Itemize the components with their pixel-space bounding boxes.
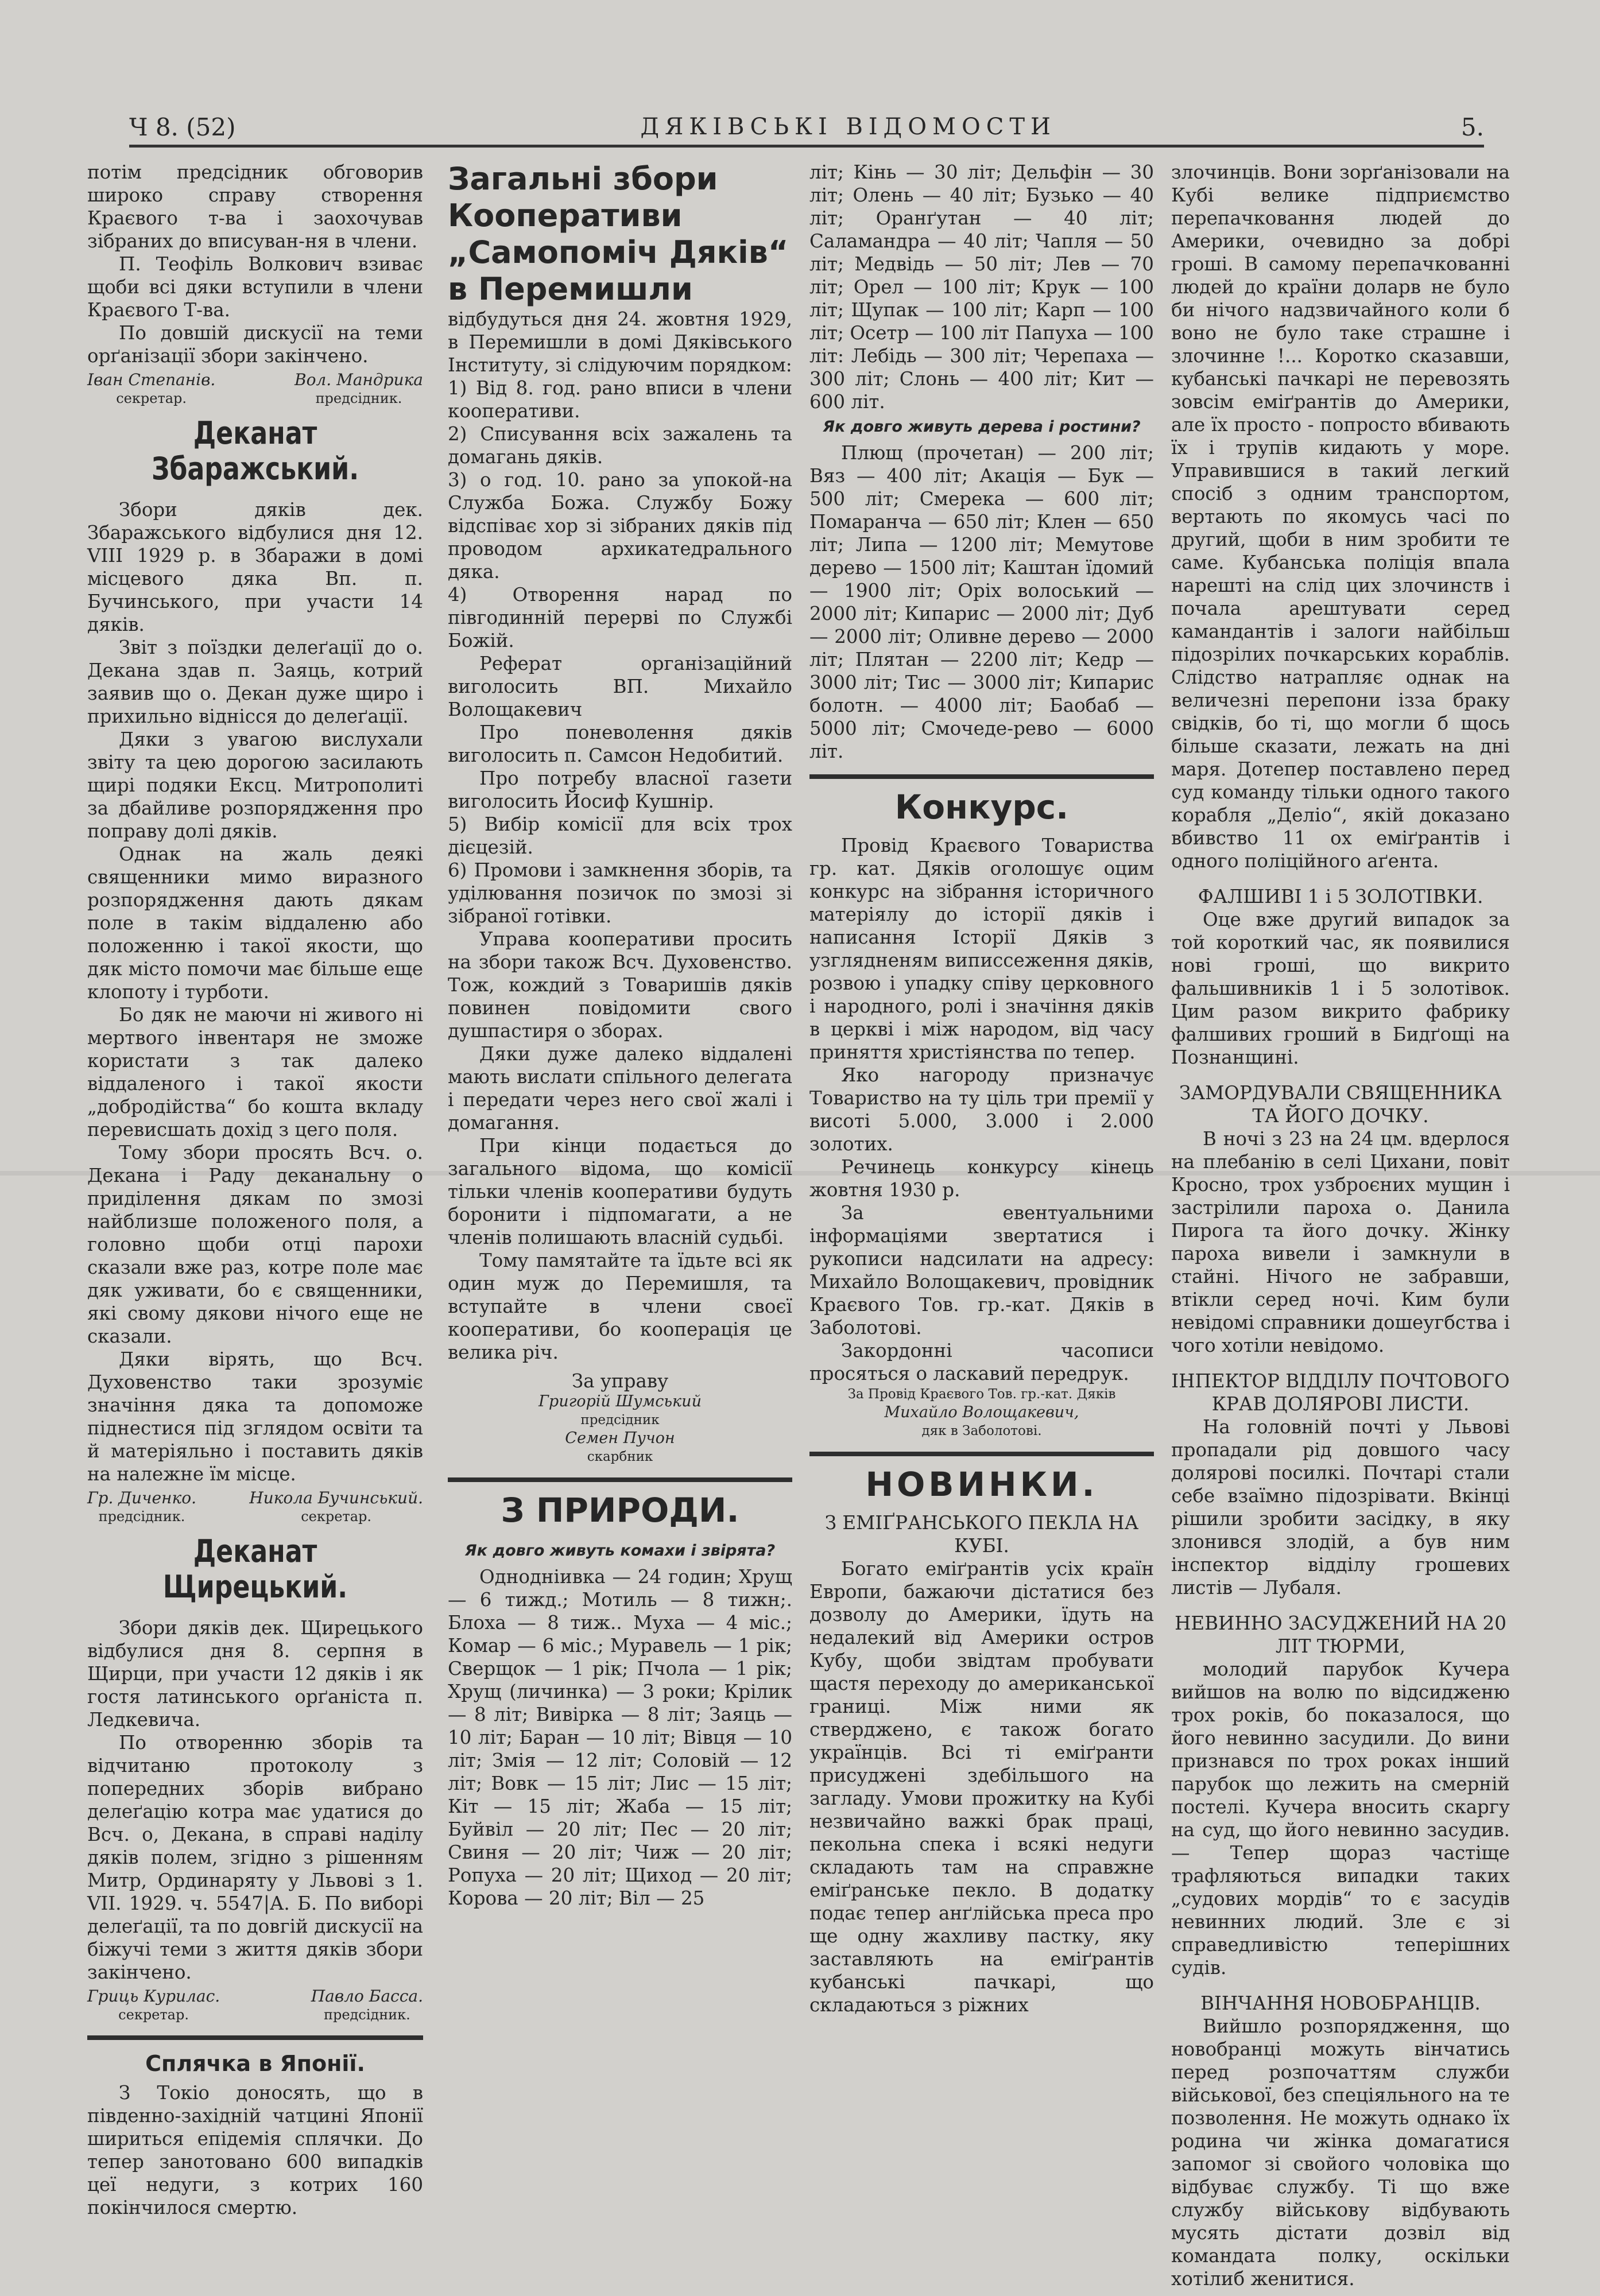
signature-block: [448, 1393, 792, 1466]
paragraph: На головній почті у Львові пропадали рід довшого часу долярові посилкі. Почтарі стали себе взаїмно підозрівати. Вкінці рішили зробити засідку, в яку злонився злодій, а був ним інспектор відділу грошевих листів — Лубаля.: [1171, 1416, 1510, 1599]
paragraph: Про поневолення дяків виголосить п. Самсон Недобитий.: [448, 722, 792, 766]
paragraph: Тому памятайте та їдьте всі як один муж до Перемишля, та вступайте в члени своєї кооперативи, бо кооперація це велика річ.: [448, 1250, 792, 1363]
paragraph: потім предсідник обговорив широко справу створення Краєвого т-ва і заохочував зібраних до вписуван-ня в члени.: [87, 161, 423, 252]
signature-name: Гриць Курилас.: [87, 1987, 220, 2006]
divider: [448, 1477, 792, 1482]
article-headline: З ЕМІҐРАНСЬКОГО ПЕКЛА НА КУБІ.: [824, 1512, 1139, 1557]
paragraph: Однак на жаль деякі священники мимо виразного розпорядження дають дякам поле в такім віддаленю або положенню і такої якости, що дяк місто помочи має більше еще клопоту і турботи.: [87, 843, 423, 1003]
list-item: 3) о год. 10. рано за упокой-на Служба Божа. Службу Божу відспіває хор зі зібраних дяків під проводом архикатедрального дяка.: [448, 469, 792, 583]
paper-fold: [0, 1171, 1600, 1176]
section-heading: Сплячка в Японії.: [145, 2051, 365, 2076]
column-2: [448, 161, 792, 1910]
page-header: [129, 109, 1484, 148]
signature-role: скарбник: [587, 1449, 653, 1464]
signature-name: Никола Бучинський.: [249, 1488, 423, 1507]
list-item: 5) Вибір комісії для всіх трох дієцезій.: [448, 813, 792, 858]
paragraph: Тому збори просять Всч. о. Декана і Раду деканальну о приділення дякам по змозі найблизше положеного поля, а головно щоби отці пароxи сказали вже раз, котре поле має дяк уживати, бо є священники, які свому дякови нічого еще не сказали.: [87, 1142, 423, 1347]
paragraph: Про потребу власної газети виголосить Йосиф Кушнір.: [448, 767, 792, 812]
list-item: 4) Отворення нарад по півгодинній перерві по Службі Божій.: [448, 584, 792, 651]
paragraph: Однодніивка — 24 годин; Хрущ — 6 тижд.; Мотиль — 8 тижн;. Блоха — 8 тиж.. Муха — 4 міс.; Комар — 6 міс.; Муравель — 1 рік; Сверщок — 1 рік; Пчола — 1 рік; Хрущ (личинка) — 3 роки; Крілик — 8 літ; Вивірка — 8 літ; Заяць — 10 літ; Баран — 10 літ; Вівця — 10 літ; Змія — 12 літ; Соловій — 12 літ; Вовк — 15 літ; Лис — 15 літ; Кіт — 15 літ; Жаба — 15 літ; Буйвіл — 20 літ; Пес — 20 літ; Свиня — 20 літ; Чиж — 20 літ; Ропуха — 20 літ; Щиход — 20 літ; Корова — 20 літ; Віл — 25: [448, 1566, 792, 1909]
list-item: 1) Від 8. год. рано вписи в члени кооперативи.: [448, 377, 792, 422]
paragraph: Реферат організаційний виголосить ВП. Михайло Волощакевич: [448, 653, 792, 720]
section-heading: Загальні збори Кооперативи „Самопоміч Дяків“ в Перемишли: [448, 161, 789, 307]
paragraph: Бо дяк не маючи ні живого ні мертвого інвентаря не зможе користати з так далеко віддаленого і такої якости „добродійства“ бо кошта вкладу перевисшать дохід з цего поля.: [87, 1004, 423, 1141]
signature-caption: За управу: [571, 1370, 669, 1392]
paragraph: Звіт з поїздки делеґації до о. Декана здав п. Заяць, котрий заявив що о. Декан дуже щиро і прихильно віднісся до делеґації.: [87, 637, 423, 727]
paragraph: При кінци подається до загального відома, що комісії тільки членів кооперативи будуть боронити і підпомагати, а не членів полишають власній судьбі.: [448, 1135, 792, 1248]
signature-role: предсідник.: [323, 2007, 410, 2023]
paragraph: злочинців. Вони зорґанізовали на Кубі велике підприємство перепачковання людей до Америки, очевидно за добрі гроші. В самому перепачкованні людей до країни доларв не було би нічого надзвичайного коли б воно не було таке страшне і злочинне !... Коротко сказавши, кубанські пачкарі не перевозять зовсім еміґрантів до Америки, але їх просто - попросто вбивають їх і трупів кидають у море. Управившися в такий легкий спосіб з одним транспортом, вертають по якомусь часі по другий, щоби в ним зробити те саме. Кубанська поліція впала нарешті на слід цих злочинств і почала арештувати серед камандантів і залоги найбільш підозрілих почкарських кораблів. Слідство натрапляє однак на величезні перепони ізза браку свідків, бо ті, що могли б щось більше сказати, лежать на дні маря. Дотепер поставлено перед суд команду тільки одного такого корабля „Деліо“, якій доказано вбивство 11 ох еміґрантів і одного поліційного аґента.: [1171, 161, 1510, 872]
signature-block: [87, 1987, 423, 2024]
subheading: Як довго живуть дерева і ростини?: [823, 418, 1141, 436]
signature-role: дяк в Заболотові.: [921, 1424, 1042, 1438]
signature-line: За Провід Краєвого Тов. гр.-кат. Дяків: [847, 1387, 1116, 1402]
paragraph: П. Теофіль Волкович взиває щоби всі дяки вступили в члени Краєвого Т-ва.: [87, 253, 423, 321]
signature-name: Вол. Мандрика: [295, 370, 423, 389]
paragraph: Богато еміґрантів усіх країн Европи, бажаючи дістатися без дозволу до Америки, їдуть на недалекий від Америки остров Кубу, щоби звідтам пробувати щастя переходу до американської границі. Між ними як стверджено, є також богато українців. Всі ті еміґранти присуджені здебільшого на загладу. Умови прожитку на Кубі незвичайно важкі брак праці, пекольна спека і всякі недуги складають там на справжне еміґранське пекло. В додатку подає тепер анґлійська преса про ще одну жахливу пастку, яку заставляють на еміґрантів кубанські пачкарі, що складаються з ріжних: [809, 1558, 1154, 2016]
paragraph: По отворенню зборів та відчитаню протоколу з попередних зборів вибрано делеґацію котра має удатися до Всч. о, Декана, в справі наділу дяків полем, згідно з рішенням Митр, Ординаряту у Львові з 1. VII. 1929. ч. 5547|А. Б. По виборі делеґації, та по довгій дискусії на біжучі теми з життя дяків збори закінчено.: [87, 1732, 423, 1983]
signature-role: секретар.: [118, 2007, 189, 2023]
divider: [809, 774, 1154, 779]
signature-name: Іван Степанів.: [87, 370, 216, 389]
paragraph: Дяки з увагою вислухали звіту та цею дорогою засилають щирі подяки Ексц. Митрополиті за дбайливе розпорядження про поправу долі дяків.: [87, 728, 423, 842]
signature-name: Павло Басса.: [311, 1987, 423, 2006]
page-number: 5.: [1460, 113, 1484, 141]
paragraph: Оце вже другий випадок за той короткий час, як появилися нові гроші, що викрито фальшивників 1 і 5 золотівок. Цим разом викрито фабрику фалшивих гроший в Бидґощі на Познанщині.: [1171, 909, 1510, 1068]
article-headline: ЗАМОРДУВАЛИ СВЯЩЕННИКА ТА ЙОГО ДОЧКУ.: [1179, 1082, 1502, 1127]
paragraph: Речинець конкурсу кінець жовтня 1930 р.: [809, 1156, 1154, 1201]
paragraph: Яко нагороду призначує Товариство на ту ціль три премії у висоті 5.000, 3.000 і 2.000 золотих.: [809, 1064, 1154, 1155]
issue-number: Ч 8. (52): [129, 113, 236, 141]
signature-role: секретар.: [116, 390, 187, 406]
paragraph: В ночі з 23 на 24 цм. вдерлося на плебанію в селі Цихани, повіт Кросно, трох узброєних мущин і застрілили пароха о. Данила Пирога та його дочку. Жінку пароха вивели і замкнули в стайні. Нічого не забравши, втікли серед ночі. Ким були невідомі справники дошеугбства і чого хотіли невідомо.: [1171, 1128, 1510, 1356]
signature-block: [87, 371, 423, 408]
article-headline: НЕВИННО ЗАСУДЖЕНИЙ НА 20 ЛІТ ТЮРМИ,: [1175, 1612, 1506, 1657]
subheading: Як довго живуть комахи і звірята?: [464, 1542, 776, 1560]
article-headline: ФАЛШИВІ 1 і 5 ЗОЛОТІВКИ.: [1198, 886, 1483, 907]
paragraph: Управа кооперативи просить на збори також Всч. Духовенство. Тож, кождий з Товаришів дяків повинен повідомити свого душпастиря о зборах.: [448, 928, 792, 1042]
paragraph: Збори дяків дек. Щирецького відбулися дня 8. серпня в Щирци, при участи 12 дяків і як гостя латинського орґаніста п. Ледкевича.: [87, 1617, 423, 1731]
paragraph: Плющ (прочетан) — 200 літ; Вяз — 400 літ; Акація — Бук — 500 літ; Смерека — 600 літ; Помаранча — 650 літ; Клен — 650 літ; Липа — 1200 літ; Мемутове дерево — 1500 літ; Каштан їдомий — 1900 літ; Оріх волоський — 2000 літ; Кипарис — 2000 літ; Дуб — 2000 літ; Оливне дерево — 2000 літ; Плятан — 2200 літ; Кедр — 3000 літ; Тис — 3000 літ; Кипарис болотн. — 4000 літ; Баобаб — 5000 літ; Смочеде-рево — 6000 літ.: [809, 442, 1154, 762]
paragraph: Дяки дуже далеко віддалені мають вислати спільного делегата і передати через него свої жалі і домагання.: [448, 1043, 792, 1134]
signature-block: [87, 1489, 423, 1526]
divider: [87, 2035, 423, 2040]
newspaper-title: ДЯКІВСЬКІ ВІДОМОСТИ: [640, 114, 1056, 140]
signature-role: предсідник: [580, 1413, 660, 1428]
article-headline: ВІНЧАННЯ НОВОБРАНЦІВ.: [1200, 1992, 1481, 2014]
paragraph: Провід Краєвого Товариства гр. кат. Дяків оголошує оцим конкурс на зібрання історичного матеріялу до історії дяків і написання Історії Дяків з узглядненям виписсеження дяків, розвою і упадку співу церковного і народного, ролі і значіння дяків в церкві і між народом, від часу приняття христіянства по тепер.: [809, 835, 1154, 1063]
paragraph: Збори дяків дек. Збаражського відбулися дня 12. VIII 1929 р. в Збаражи в домі місцевого дяка Вп. п. Бучинського, при участи 14 дяків.: [87, 499, 423, 635]
signature-block: [809, 1385, 1154, 1440]
section-heading: Деканат Збаражський.: [151, 415, 359, 487]
list-item: 2) Списування всіх зажалень та домагань дяків.: [448, 423, 792, 468]
signature-name: Григорій Шумський: [539, 1393, 702, 1410]
paragraph: З Токіо доносять, що в південно-західній чатцині Японії шириться епідемія сплячки. До тепер занотовано 600 випадків цеї недуги, з котрих 160 покінчилося смертю.: [87, 2082, 423, 2219]
section-heading: З ПРИРОДИ.: [501, 1491, 739, 1530]
paragraph: За евентуальними інформаціями звертатися і рукописи надсилати на адресу: Михайло Волощакевич, провідник Краєвого Тов. гр.-кат. Дяків в Заболотові.: [809, 1202, 1154, 1339]
signature-name: Гр. Диченко.: [87, 1488, 196, 1507]
column-3: [809, 161, 1154, 2016]
article-headline: ІНПЕКТОР ВІДДІЛУ ПОЧТОВОГО КРАВ ДОЛЯРОВІ ЛИСТИ.: [1171, 1370, 1510, 1415]
paragraph: відбудуться дня 24. жовтня 1929, в Перемишли в домі Дяківського Інституту, зі слідуючим порядком:: [448, 308, 792, 376]
list-item: 6) Промови і замкнення зборів, та уділювання позичок по змозі зі зібраної готівки.: [448, 859, 792, 927]
paragraph: Закордонні часописи просяться о ласкавий передрук.: [809, 1340, 1154, 1384]
signature-role: предсідник.: [98, 1508, 185, 1525]
section-heading: НОВИНКИ.: [865, 1465, 1098, 1504]
paragraph: молодий парубок Кучера вийшов на волю по відсидженю трох років, бо показалося, що його невинно засудили. До вини признався по трох роках інший парубок що лежить на смерній постелі. Кучера вносить скаргу на суд, що його невинно засудив. — Тепер щораз частіще трафляються випадки таких „судових мордів“ то є засудів невинних людий. Зле є зі справедливістю теперішних судів.: [1171, 1658, 1510, 1979]
signature-role: предсідник.: [315, 390, 402, 406]
signature-name: Семен Пучон: [565, 1429, 675, 1447]
signature-role: секретар.: [301, 1508, 371, 1525]
paragraph: По довшій дискусії на теми орґанізації збори закінчено.: [87, 322, 423, 367]
column-4: [1171, 161, 1510, 2290]
paragraph: Дяки вірять, що Всч. Духовенство таки зрозуміє значіння дяка та допоможе піднестися під зглядом освіти та й матеріяльно і поставить дяків на належне їм місце.: [87, 1348, 423, 1485]
section-heading: Деканат Щирецький.: [162, 1533, 348, 1605]
section-heading: Конкурс.: [894, 788, 1069, 827]
paragraph: літ; Кінь — 30 літ; Дельфін — 30 літ; Олень — 40 літ; Бузько — 40 літ; Оранґутан — 40 літ; Саламандра — 40 літ; Чапля — 50 літ; Медвідь — 50 літ; Лев — 70 літ; Орел — 100 літ; Крук — 100 літ; Щупак — 100 літ; Карп — 100 літ; Осетр — 100 літ Папуха — 100 літ: Лебідь — 300 літ; Черепаха — 300 літ; Слонь — 400 літ; Кит — 600 літ.: [809, 161, 1154, 413]
divider: [809, 1452, 1154, 1456]
paragraph: Вийшло розпорядження, що новобранці можуть вінчатись перед розпочаттям служби військової, без спеціяльного на те позволення. Не можуть однако їх родина чи жінка домагатися запомог зі свойого чоловіка що відбуває службу. Ті що вже службу військову відбувають мусять дістати дозвіл від командата полку, оскільки хотілиб женитися.: [1171, 2015, 1510, 2290]
column-1: [87, 161, 423, 2219]
signature-name: Михайло Волощакевич,: [884, 1403, 1079, 1421]
